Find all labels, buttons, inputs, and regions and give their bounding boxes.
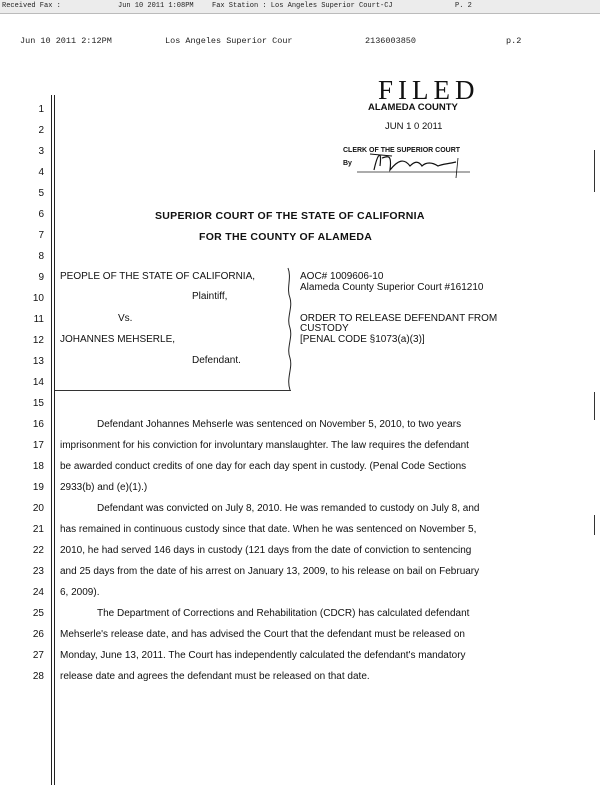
line-number: 20 bbox=[32, 503, 44, 514]
defendant-name: JOHANNES MEHSERLE, bbox=[60, 334, 176, 345]
line-number: 22 bbox=[32, 545, 44, 556]
penal-code-reference: [PENAL CODE §1073(a)(3)] bbox=[300, 334, 425, 345]
fax-sender-page: p.2 bbox=[506, 36, 522, 46]
right-edge-mark bbox=[594, 392, 595, 420]
versus-label: Vs. bbox=[118, 313, 133, 324]
fax-sender: Los Angeles Superior Cour bbox=[165, 36, 293, 46]
body-line: Defendant Johannes Mehserle was sentenced on November 5, 2010, to two years bbox=[97, 419, 462, 430]
fax-transmission-header bbox=[0, 0, 600, 14]
fax-station: Fax Station : Los Angeles Superior Court-CJ bbox=[212, 2, 393, 10]
line-number: 15 bbox=[32, 398, 44, 409]
fax-received-label: Received Fax : bbox=[2, 2, 61, 10]
clerk-signature bbox=[352, 144, 482, 180]
line-number: 10 bbox=[32, 293, 44, 304]
filed-stamp-date: JUN 1 0 2011 bbox=[385, 121, 443, 132]
body-line: Defendant was convicted on July 8, 2010. He was remanded to custody on July 8, and bbox=[97, 503, 480, 514]
line-number: 18 bbox=[32, 461, 44, 472]
filed-stamp-by: By bbox=[343, 160, 352, 167]
line-number: 23 bbox=[32, 566, 44, 577]
plaintiff-name: PEOPLE OF THE STATE OF CALIFORNIA, bbox=[60, 271, 256, 282]
line-number: 19 bbox=[32, 482, 44, 493]
filed-stamp-title: FILED bbox=[378, 75, 480, 105]
body-line: be awarded conduct credits of one day for each day spent in custody. (Penal Code Sections bbox=[60, 461, 467, 472]
line-number: 8 bbox=[38, 251, 44, 262]
defendant-label: Defendant. bbox=[192, 355, 241, 366]
body-line: release date and agrees the defendant must be released on that date. bbox=[60, 671, 370, 682]
court-case-number: Alameda County Superior Court #161210 bbox=[300, 282, 484, 293]
line-number: 21 bbox=[32, 524, 44, 535]
body-line: 2933(b) and (e)(1).) bbox=[60, 482, 148, 493]
court-title: SUPERIOR COURT OF THE STATE OF CALIFORNIA bbox=[155, 210, 425, 222]
body-line: 6, 2009). bbox=[60, 587, 100, 598]
line-number: 16 bbox=[32, 419, 44, 430]
line-number: 26 bbox=[32, 629, 44, 640]
filed-stamp-county: ALAMEDA COUNTY bbox=[368, 102, 458, 113]
line-number: 6 bbox=[38, 209, 44, 220]
line-number: 4 bbox=[38, 167, 44, 178]
aoc-number: AOC# 1009606-10 bbox=[300, 271, 384, 282]
line-number: 11 bbox=[33, 314, 44, 325]
order-title-line2: CUSTODY bbox=[300, 323, 349, 334]
pleading-margin-rule-1 bbox=[51, 95, 52, 785]
plaintiff-label: Plaintiff, bbox=[192, 291, 228, 302]
line-number: 3 bbox=[38, 146, 44, 157]
line-number: 2 bbox=[38, 125, 44, 136]
body-line: imprisonment for his conviction for involuntary manslaughter. The law requires the defendant bbox=[60, 440, 469, 451]
court-county: FOR THE COUNTY OF ALAMEDA bbox=[199, 231, 373, 243]
line-number: 12 bbox=[32, 335, 44, 346]
body-line: The Department of Corrections and Rehabilitation (CDCR) has calculated defendant bbox=[97, 608, 470, 619]
line-number: 17 bbox=[32, 440, 44, 451]
caption-bracket bbox=[284, 266, 294, 392]
line-number: 5 bbox=[38, 188, 44, 199]
right-edge-mark bbox=[594, 515, 595, 535]
line-number: 28 bbox=[32, 671, 44, 682]
line-number: 13 bbox=[32, 356, 44, 367]
body-line: Monday, June 13, 2011. The Court has independently calculated the defendant's mandatory bbox=[60, 650, 466, 661]
fax-received-datetime: Jun 10 2011 1:08PM bbox=[118, 2, 194, 10]
body-line: Mehserle's release date, and has advised the Court that the defendant must be released on bbox=[60, 629, 465, 640]
pleading-margin-rule-2 bbox=[54, 95, 55, 785]
line-number: 24 bbox=[32, 587, 44, 598]
caption-bottom-rule bbox=[55, 390, 291, 391]
line-number: 27 bbox=[32, 650, 44, 661]
line-number: 25 bbox=[32, 608, 44, 619]
body-line: 2010, he had served 146 days in custody (121 days from the date of conviction to sentencing bbox=[60, 545, 472, 556]
body-line: has remained in continuous custody since that date. When he was sentenced on November 5, bbox=[60, 524, 477, 535]
line-number: 9 bbox=[38, 272, 44, 283]
body-line: and 25 days from the date of his arrest on January 13, 2009, to his release on bail on February bbox=[60, 566, 480, 577]
fax-sender-number: 2136003850 bbox=[365, 36, 417, 46]
line-number: 7 bbox=[38, 230, 44, 241]
right-edge-mark bbox=[594, 150, 595, 192]
line-number: 1 bbox=[38, 104, 44, 115]
fax-sent-datetime: Jun 10 2011 2:12PM bbox=[20, 36, 112, 46]
filed-stamp-clerk: CLERK OF THE SUPERIOR COURT bbox=[343, 147, 461, 154]
fax-page: P. 2 bbox=[455, 2, 472, 10]
line-number: 14 bbox=[32, 377, 44, 388]
order-title-line1: ORDER TO RELEASE DEFENDANT FROM bbox=[300, 313, 498, 324]
